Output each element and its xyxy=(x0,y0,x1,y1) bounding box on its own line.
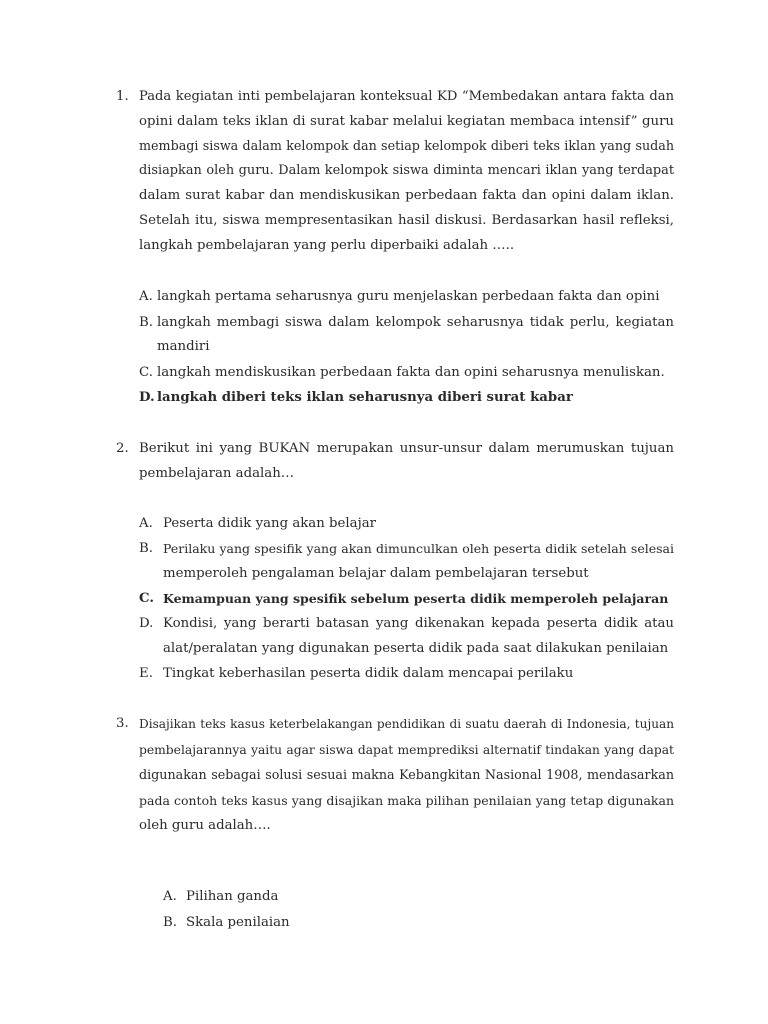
question-text-line: pembelajarannya yaitu agar siswa dapat memprediksi alternatif tindakan yang dapat xyxy=(139,743,674,757)
question-text-line: digunakan sebagai solusi sesuai makna Kebangkitan Nasional 1908, mendasarkan xyxy=(139,767,674,782)
option-letter: C. xyxy=(139,591,154,606)
option-text: langkah membagi siswa dalam kelompok seharusnya tidak perlu, kegiatan xyxy=(157,315,674,330)
option-text: langkah diberi teks iklan seharusnya diberi surat kabar xyxy=(157,390,573,405)
option-text: alat/peralatan yang digunakan peserta didik pada saat dilakukan penilaian xyxy=(163,641,669,656)
question-text-line: pembelajaran adalah… xyxy=(139,466,295,481)
option-text: langkah pertama seharusnya guru menjelaskan perbedaan fakta dan opini xyxy=(157,289,660,304)
option-letter: A. xyxy=(163,889,177,904)
option-letter: B. xyxy=(163,915,177,930)
option-letter: D. xyxy=(139,390,155,405)
option-letter: B. xyxy=(139,315,153,330)
question-number: 2. xyxy=(116,441,129,456)
question-text-line: pada contoh teks kasus yang disajikan maka pilihan penilaian yang tetap digunakan xyxy=(139,793,674,808)
option-text: mandiri xyxy=(157,339,210,354)
option-letter: A. xyxy=(139,289,153,304)
option-text: Pilihan ganda xyxy=(186,889,279,904)
option-text: langkah mendiskusikan perbedaan fakta dan opini seharusnya menuliskan. xyxy=(157,365,665,380)
question-text-line: Pada kegiatan inti pembelajaran konteksual KD “Membedakan antara fakta dan xyxy=(139,89,674,104)
option-text: Kondisi, yang berarti batasan yang dikenakan kepada peserta didik atau xyxy=(163,616,674,631)
question-text-line: dalam surat kabar dan mendiskusikan perbedaan fakta dan opini dalam iklan. xyxy=(139,188,674,203)
question-text-line: Disajikan teks kasus keterbelakangan pendidikan di suatu daerah di Indonesia, tujuan xyxy=(139,717,674,731)
option-text: Skala penilaian xyxy=(186,915,290,930)
option-text: Perilaku yang spesifik yang akan dimunculkan oleh peserta didik setelah selesai xyxy=(163,541,674,556)
option-letter: D. xyxy=(139,616,154,631)
option-letter: B. xyxy=(139,541,153,556)
question-text-line: oleh guru adalah…. xyxy=(139,818,271,833)
option-letter: C. xyxy=(139,365,153,380)
question-text-line: langkah pembelajaran yang perlu diperbaiki adalah ….. xyxy=(139,238,515,253)
option-text: memperoleh pengalaman belajar dalam pembelajaran tersebut xyxy=(163,566,589,581)
option-letter: E. xyxy=(139,666,153,681)
option-letter: A. xyxy=(139,516,153,531)
question-text-line: Berikut ini yang BUKAN merupakan unsur-unsur dalam merumuskan tujuan xyxy=(139,441,674,456)
question-number: 1. xyxy=(116,89,129,104)
question-text-line: Setelah itu, siswa mempresentasikan hasil diskusi. Berdasarkan hasil refleksi, xyxy=(139,213,674,228)
question-number: 3. xyxy=(116,716,129,731)
question-text-line: membagi siswa dalam kelompok dan setiap kelompok diberi teks iklan yang sudah xyxy=(139,138,674,153)
option-text: Peserta didik yang akan belajar xyxy=(163,516,376,531)
question-text-line: opini dalam teks iklan di surat kabar melalui kegiatan membaca intensif” guru xyxy=(139,114,674,129)
option-text: Tingkat keberhasilan peserta didik dalam mencapai perilaku xyxy=(163,666,574,681)
question-text-line: disiapkan oleh guru. Dalam kelompok siswa diminta mencari iklan yang terdapat xyxy=(139,163,674,178)
option-text: Kemampuan yang spesifik sebelum peserta didik memperoleh pelajaran xyxy=(163,591,669,606)
